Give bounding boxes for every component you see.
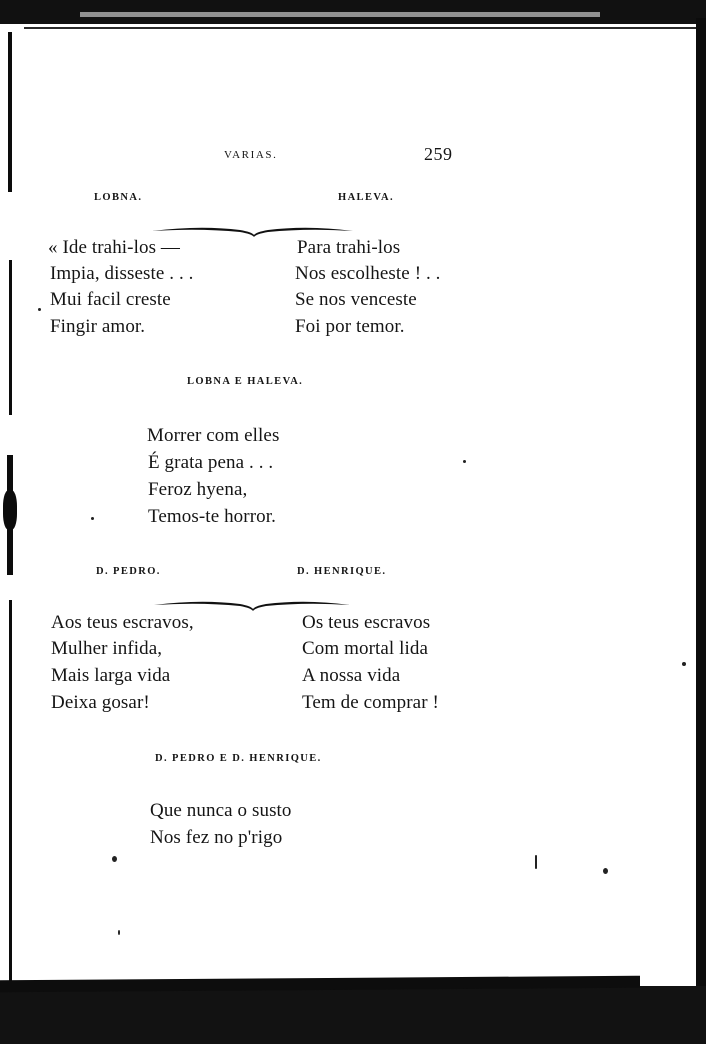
- ink-speck: [535, 855, 537, 869]
- left-binding-edge: [9, 600, 12, 985]
- verse-line: Mulher infida,: [51, 638, 163, 659]
- verse-line: Feroz hyena,: [148, 479, 248, 500]
- speaker-d-pedro: D. PEDRO.: [96, 566, 161, 577]
- verse-line: Deixa gosar!: [51, 692, 150, 713]
- speaker-d-henrique: D. HENRIQUE.: [297, 566, 387, 577]
- speaker-haleva: HALEVA.: [338, 192, 394, 203]
- speaker-lobna: LOBNA.: [94, 192, 143, 203]
- left-binding-edge: [9, 260, 12, 415]
- verse-line: A nossa vida: [302, 665, 401, 686]
- verse-line: Aos teus escravos,: [51, 612, 194, 633]
- verse-line: É grata pena . . .: [148, 452, 274, 473]
- verse-line: Mais larga vida: [51, 665, 171, 686]
- top-scan-edge-light: [80, 12, 600, 17]
- ink-speck: [682, 662, 686, 666]
- right-page-edge: [696, 18, 706, 1008]
- running-title: VARIAS.: [224, 149, 278, 161]
- ink-speck: [38, 308, 41, 311]
- ink-speck: [603, 868, 608, 874]
- ink-speck: [112, 856, 117, 862]
- verse-line: Se nos venceste: [295, 289, 417, 310]
- verse-line: Que nunca o susto: [150, 800, 292, 821]
- verse-line: Morrer com elles: [147, 425, 280, 446]
- ink-speck: [118, 930, 120, 935]
- speaker-d-pedro-e-d-henrique: D. PEDRO E D. HENRIQUE.: [155, 753, 322, 764]
- left-binding-edge: [8, 32, 12, 192]
- top-page-rule: [24, 27, 706, 29]
- ink-speck: [463, 460, 466, 463]
- verse-line: « Ide trahi-los —: [48, 237, 181, 258]
- ink-speck: [91, 517, 94, 520]
- verse-line: Fingir amor.: [50, 316, 146, 337]
- verse-line: Mui facil creste: [50, 289, 171, 310]
- bottom-scan-edge: [0, 986, 706, 1044]
- verse-line: Nos fez no p'rigo: [150, 827, 283, 848]
- left-binding-blot: [3, 490, 17, 530]
- verse-line: Nos escolheste ! . .: [295, 263, 441, 284]
- verse-line: Impia, disseste . . .: [50, 263, 194, 284]
- verse-line: Os teus escravos: [302, 612, 431, 633]
- verse-line: Tem de comprar !: [302, 692, 439, 713]
- verse-line: Com mortal lida: [302, 638, 429, 659]
- page-number: 259: [424, 144, 453, 164]
- verse-line: Temos-te horror.: [148, 506, 276, 527]
- speaker-lobna-e-haleva: LOBNA E HALEVA.: [187, 376, 304, 387]
- verse-line: Para trahi-los: [297, 237, 401, 258]
- verse-line: Foi por temor.: [295, 316, 405, 337]
